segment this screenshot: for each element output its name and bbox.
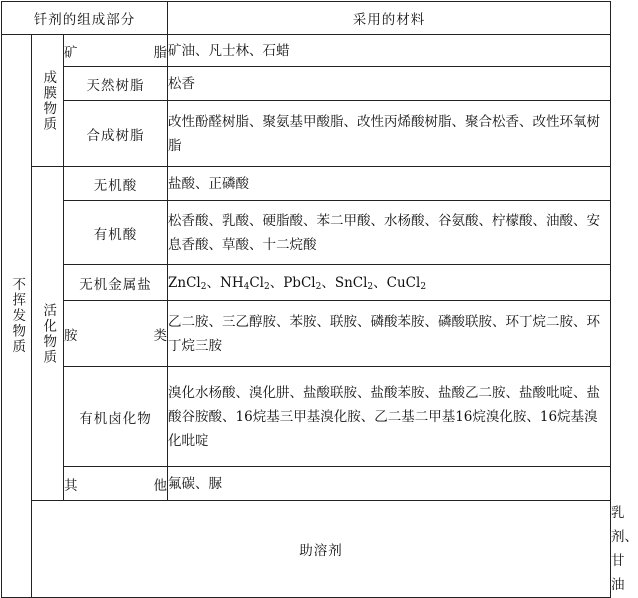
item-cosolvent: 助溶剂 <box>32 501 611 598</box>
item-natural-resin: 天然树脂 <box>64 67 168 101</box>
table-row: 助溶剂 乳剂、甘油 <box>2 501 611 598</box>
item-inorganic-acid: 无机酸 <box>64 167 168 201</box>
activator-group-cell <box>32 167 64 501</box>
item-organic-halide: 有机卤化物 <box>64 367 168 467</box>
flux-composition-table <box>1 1 638 598</box>
salt-pbcl2: PbCl$_2$ <box>283 274 322 292</box>
film-group-label: 成膜物质 <box>40 69 57 132</box>
table-row <box>2 35 611 67</box>
table-row <box>2 265 611 301</box>
materials-natural-resin: 松香 <box>168 67 611 101</box>
item-amine: 胺类 <box>64 301 168 367</box>
salt-sncl2: SnCl$_2$ <box>334 274 374 292</box>
activator-group-label: 活化物质 <box>40 302 57 365</box>
nonvolatile-label: 不挥发物质 <box>9 277 26 355</box>
materials-synthetic-resin: 改性酚醛树脂、聚氨基甲酸脂、改性丙烯酸树脂、聚合松香、改性环氧树脂 <box>168 101 611 167</box>
item-synthetic-resin: 合成树脂 <box>64 101 168 167</box>
table-row <box>2 201 611 265</box>
nonvolatile-category <box>2 35 32 598</box>
table-row <box>2 167 611 201</box>
salt-zncl2: ZnCl$_2$ <box>168 274 207 292</box>
materials-organic-halide: 溴化水杨酸、溴化肼、盐酸联胺、盐酸苯胺、盐酸乙二胺、盐酸吡啶、盐酸谷胺酸、16烷基三甲基溴化胺、乙二基二甲基16烷溴化胺、16烷基溴化吡啶 <box>168 367 611 467</box>
table-row <box>2 67 611 101</box>
film-group-cell <box>32 35 64 167</box>
header-component: 钎剂的组成部分 <box>2 2 168 35</box>
table-row <box>2 367 611 467</box>
item-organic-acid: 有机酸 <box>64 201 168 265</box>
table-row <box>2 301 611 367</box>
table-row <box>2 467 611 501</box>
item-other: 其他 <box>64 467 168 501</box>
salt-nh4cl2: $NH_4Cl_2$ <box>220 274 270 292</box>
materials-inorganic-acid: 盐酸、正磷酸 <box>168 167 611 201</box>
item-mineral: 矿脂 <box>64 35 168 67</box>
materials-amine: 乙二胺、三乙醇胺、苯胺、联胺、磷酸苯胺、磷酸联胺、环丁烷二胺、环丁烷三胺 <box>168 301 611 367</box>
materials-organic-acid: 松香酸、乳酸、硬脂酸、苯二甲酸、水杨酸、谷氨酸、柠檬酸、油酸、安息香酸、草酸、十二烷酸 <box>168 201 611 265</box>
table-row <box>2 101 611 167</box>
materials-mineral: 矿油、凡士林、石蜡 <box>168 35 611 67</box>
materials-other: 氟碳、脲 <box>168 467 611 501</box>
header-materials: 采用的材料 <box>168 2 611 35</box>
item-inorganic-salt: 无机金属盐 <box>64 265 168 301</box>
table-header-row <box>2 2 611 35</box>
materials-inorganic-salt: ZnCl$_2$、$NH_4Cl_2$、PbCl$_2$、SnCl$_2$、CuCl$_2$ <box>168 265 611 301</box>
salt-cucl2: CuCl$_2$ <box>386 274 427 292</box>
